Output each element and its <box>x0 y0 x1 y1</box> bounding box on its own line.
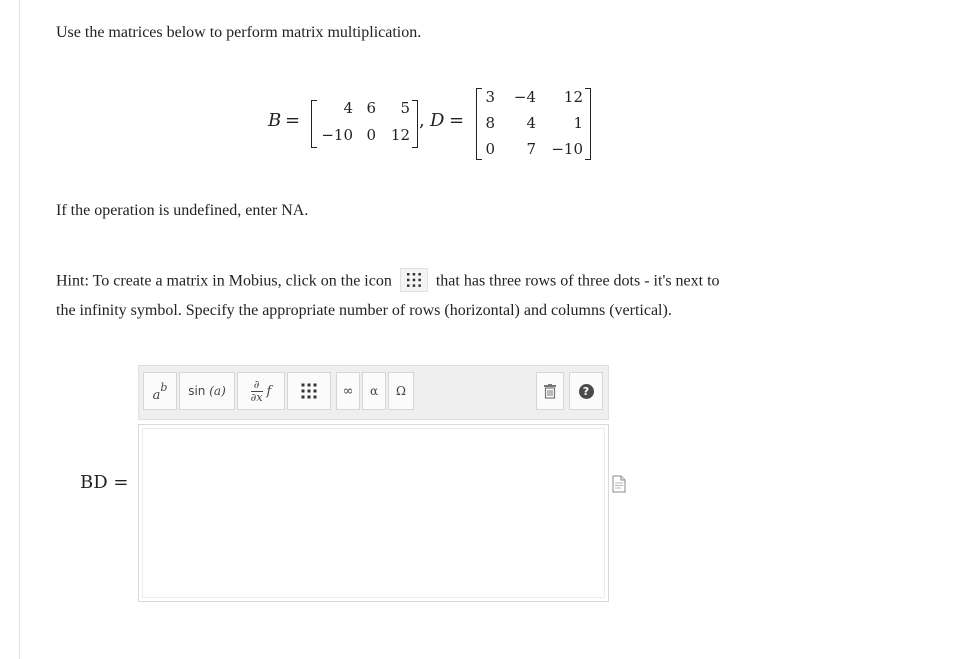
matrix-b-cell: 5 <box>400 99 410 117</box>
derivative-num: ∂ <box>253 377 260 391</box>
matrix-d-cell: 3 <box>485 88 495 106</box>
matrix-d-equals: = <box>449 110 465 131</box>
matrix-d-cell: 7 <box>526 140 536 158</box>
matrix-d-right-bracket <box>585 88 591 160</box>
matrix-b-cell: 0 <box>366 126 376 144</box>
document-icon[interactable] <box>612 475 626 498</box>
answer-label: BD = <box>80 472 129 493</box>
matrix-icon <box>300 382 318 400</box>
superscript-base: a <box>152 387 161 403</box>
matrix-d-cell: −10 <box>551 140 583 158</box>
clear-button[interactable] <box>536 372 564 410</box>
function-name: sin <box>188 384 206 398</box>
matrix-d-cell: −4 <box>513 88 536 106</box>
greek-alpha-button[interactable] <box>362 372 386 410</box>
matrix-d-cell: 1 <box>573 114 583 132</box>
left-border <box>19 0 20 659</box>
matrix-button[interactable] <box>287 372 331 410</box>
superscript-button[interactable] <box>143 372 177 410</box>
undefined-note: If the operation is undefined, enter NA. <box>56 202 309 219</box>
answer-editor[interactable] <box>138 424 609 602</box>
greek-omega-button[interactable] <box>388 372 414 410</box>
hint-text-before: Hint: To create a matrix in Mobius, click on the icon <box>56 272 392 290</box>
infinity-icon: ∞ <box>342 383 354 399</box>
hint-line-2: the infinity symbol. Specify the appropriate number of rows (horizontal) and columns (vertical). <box>56 302 672 319</box>
omega-icon: Ω <box>396 384 406 398</box>
answer-editor-inner[interactable] <box>142 428 605 598</box>
editor-toolbar <box>138 365 609 420</box>
trash-icon <box>543 384 557 399</box>
matrix-b-cell: −10 <box>321 126 353 144</box>
help-button[interactable] <box>569 372 603 410</box>
function-button[interactable] <box>179 372 235 410</box>
derivative-button[interactable] <box>237 372 285 410</box>
infinity-button[interactable] <box>336 372 360 410</box>
hint-text-after: that has three rows of three dots - it's next to <box>435 272 720 290</box>
superscript-exp: b <box>160 380 168 394</box>
matrix-b-equals: = <box>285 110 301 131</box>
help-icon: ? <box>579 384 594 399</box>
matrix-b-left-bracket <box>311 100 317 148</box>
matrix-b-cell: 12 <box>390 126 410 144</box>
matrix-d-cell: 0 <box>485 140 495 158</box>
derivative-fn: f <box>266 383 272 399</box>
matrix-d-name: D <box>430 110 445 131</box>
alpha-icon: α <box>369 384 379 398</box>
matrix-separator: , <box>419 110 425 131</box>
matrix-b-cell: 6 <box>366 99 376 117</box>
hint-line-1 <box>56 270 720 294</box>
matrix-d <box>473 86 603 164</box>
matrix-d-cell: 8 <box>485 114 495 132</box>
derivative-den: ∂x <box>250 390 263 404</box>
matrix-b-cell: 4 <box>343 99 353 117</box>
intro-text: Use the matrices below to perform matrix multiplication. <box>56 24 422 41</box>
matrix-d-cell: 12 <box>563 88 583 106</box>
matrix-icon <box>400 268 428 292</box>
function-arg: (a) <box>209 384 226 398</box>
matrix-b-right-bracket <box>412 100 418 148</box>
matrix-b-name: B <box>268 110 282 131</box>
matrix-d-cell: 4 <box>526 114 536 132</box>
